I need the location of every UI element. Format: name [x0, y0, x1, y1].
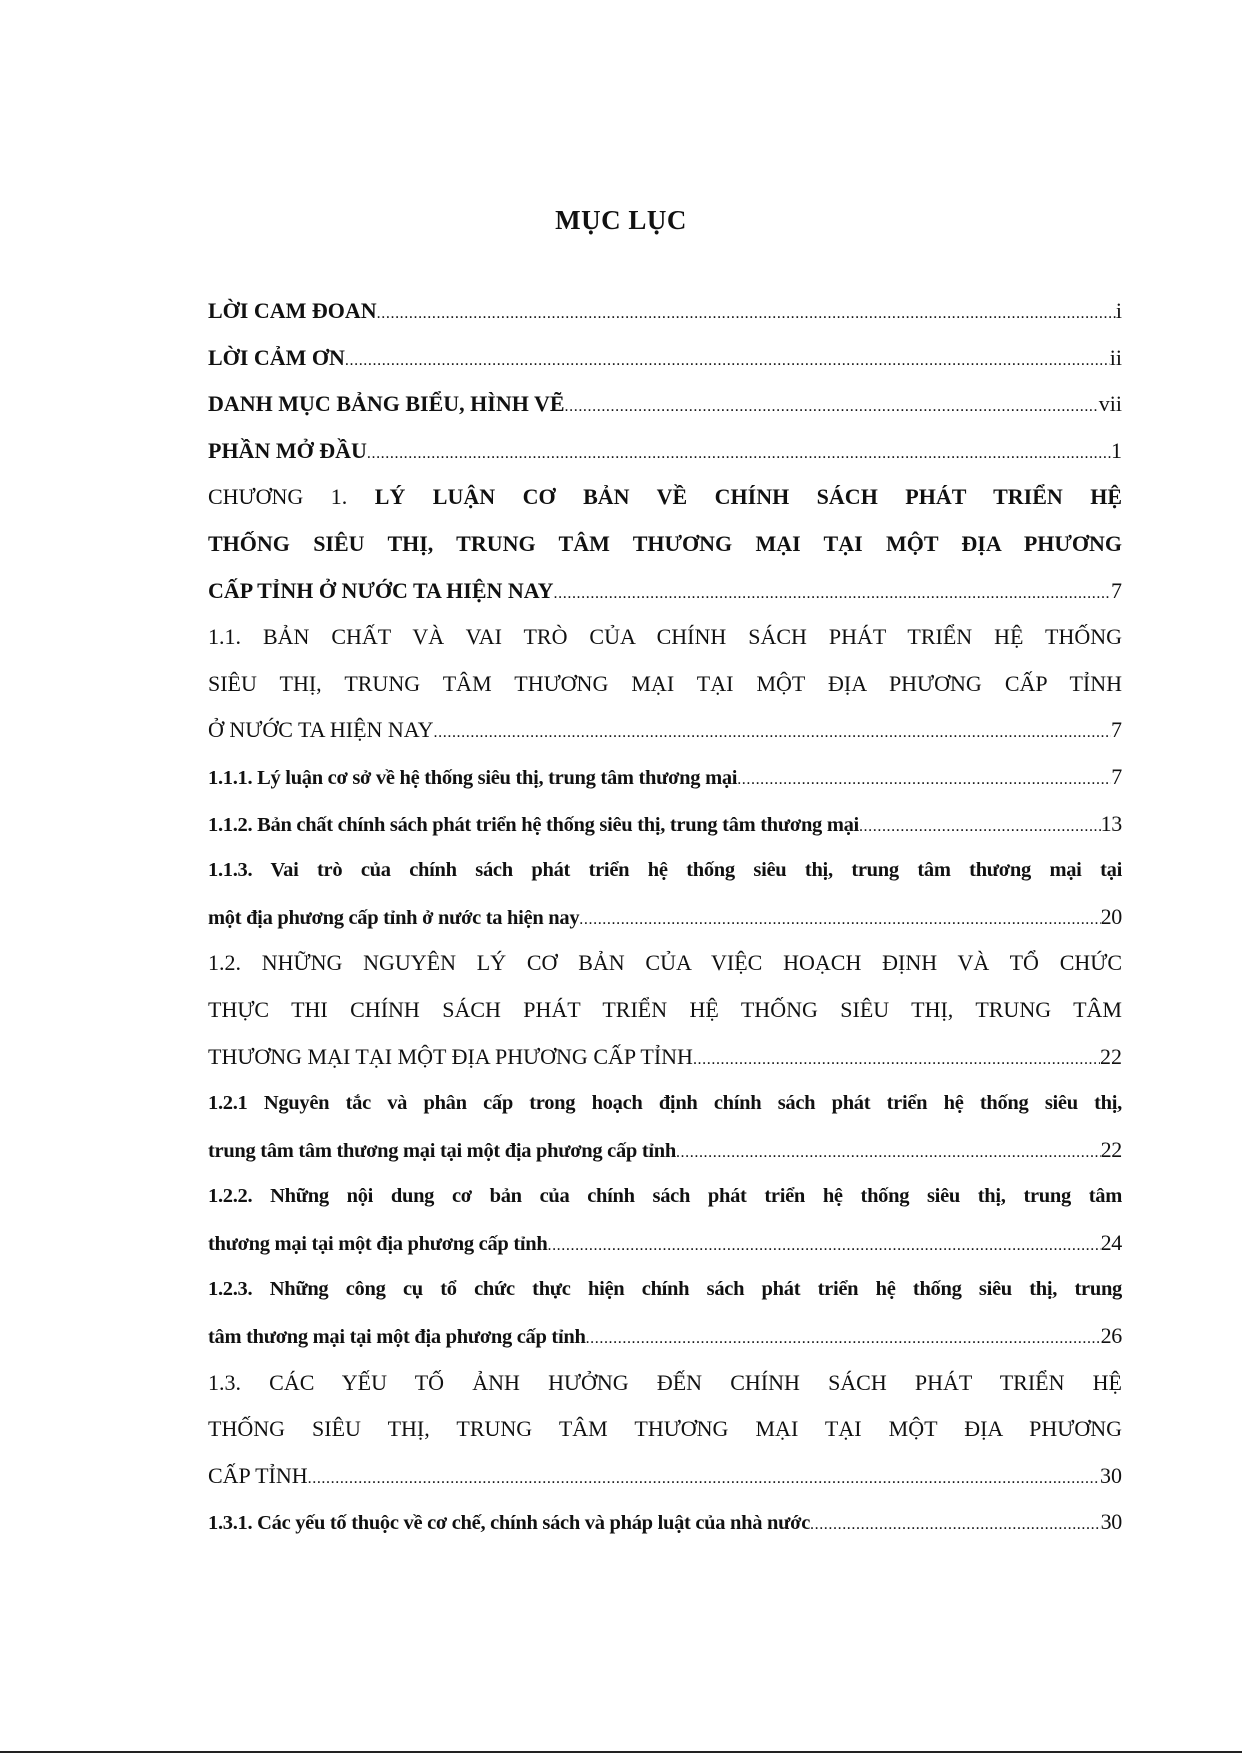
toc-entry[interactable] — [208, 1360, 1122, 1500]
toc-entry-line — [208, 1406, 1122, 1453]
toc-entry[interactable] — [208, 474, 1122, 614]
toc-entry-last-line — [208, 1313, 1122, 1360]
dot-leader — [859, 804, 1101, 851]
chapter-prefix: CHƯƠNG 1. — [208, 484, 348, 510]
page-number: 7 — [1111, 717, 1122, 743]
toc-entry[interactable] — [208, 801, 1122, 848]
page-number: 7 — [1111, 763, 1122, 789]
toc-entry-text: DANH MỤC BẢNG BIỂU, HÌNH VẼ — [208, 391, 565, 417]
toc-entry-line — [208, 847, 1122, 894]
toc-entry[interactable] — [208, 335, 1122, 382]
page-number: 1 — [1111, 437, 1122, 463]
dot-leader — [434, 710, 1111, 757]
toc-entry-text: LÝ LUẬN CƠ BẢN VỀ CHÍNH SÁCH PHÁT TRIỂN HỆ — [374, 484, 1123, 510]
toc-entry-last-line — [208, 1127, 1122, 1174]
toc-entry-last-line — [208, 568, 1122, 615]
dot-leader — [676, 1130, 1101, 1177]
dot-leader — [345, 338, 1110, 385]
toc-entry-line — [208, 987, 1122, 1034]
toc-entry-text: THỐNG SIÊU THỊ, TRUNG TÂM THƯƠNG MẠI TẠI MỘT ĐỊA PHƯƠNG — [208, 530, 1122, 556]
toc-title: MỤC LỤC — [555, 205, 687, 235]
toc-entry-last-line — [208, 754, 1122, 801]
page-number: 30 — [1100, 1509, 1122, 1535]
page-number: 22 — [1100, 1043, 1122, 1069]
toc-entry[interactable] — [208, 428, 1122, 475]
page-bottom-rule — [0, 1751, 1242, 1753]
dot-leader — [554, 571, 1111, 618]
toc-entry-text: CẤP TỈNH — [208, 1462, 308, 1488]
toc-entry[interactable] — [208, 1080, 1122, 1173]
toc-entry-line — [208, 614, 1122, 661]
toc-entry-line — [208, 940, 1122, 987]
toc-entry[interactable] — [208, 1173, 1122, 1266]
toc-entry-text: 1.2.1 Nguyên tắc và phân cấp trong hoạch định chính sách phát triển hệ thống siêu thị, — [208, 1092, 1122, 1115]
page-number: 20 — [1100, 903, 1122, 929]
toc-entry[interactable] — [208, 940, 1122, 1080]
page-number: i — [1115, 298, 1122, 323]
dot-leader — [367, 431, 1111, 478]
toc-entry-last-line — [208, 381, 1122, 428]
toc-entry-text: trung tâm tâm thương mại tại một địa phương cấp tỉnh — [208, 1139, 676, 1162]
dot-leader — [565, 384, 1099, 431]
dot-leader — [579, 897, 1100, 944]
dot-leader — [810, 1502, 1101, 1549]
toc-entry-line — [208, 1360, 1122, 1407]
toc-entry-last-line — [208, 1453, 1122, 1500]
toc-entry[interactable] — [208, 847, 1122, 940]
toc-entry[interactable] — [208, 1266, 1122, 1359]
page-number: 24 — [1100, 1229, 1122, 1255]
toc-entry-text: 1.1. BẢN CHẤT VÀ VAI TRÒ CỦA CHÍNH SÁCH PHÁT TRIỂN HỆ THỐNG — [208, 624, 1122, 650]
dot-leader — [693, 1037, 1100, 1084]
dot-leader — [308, 1456, 1100, 1503]
toc-entry-line — [208, 521, 1122, 568]
toc-entry-text: 1.2. NHỮNG NGUYÊN LÝ CƠ BẢN CỦA VIỆC HOẠCH ĐỊNH VÀ TỔ CHỨC — [208, 950, 1122, 976]
dot-leader — [377, 291, 1116, 338]
toc-entry-last-line — [208, 894, 1122, 941]
toc-entry-text: CẤP TỈNH Ở NƯỚC TA HIỆN NAY — [208, 577, 554, 603]
toc-entry[interactable] — [208, 1499, 1122, 1546]
toc-entry-text: SIÊU THỊ, TRUNG TÂM THƯƠNG MẠI TẠI MỘT ĐỊA PHƯƠNG CẤP TỈNH — [208, 670, 1122, 696]
toc-entry-text: 1.1.2. Bản chất chính sách phát triển hệ thống siêu thị, trung tâm thương mại — [208, 813, 859, 836]
toc-entry-last-line — [208, 1499, 1122, 1546]
toc-entry[interactable] — [208, 614, 1122, 754]
toc-entry-last-line — [208, 288, 1122, 335]
toc-entry-text: LỜI CẢM ƠN — [208, 344, 345, 370]
toc-entry-text: 1.2.2. Những nội dung cơ bản của chính sách phát triển hệ thống siêu thị, trung tâm — [208, 1185, 1122, 1208]
toc-entry[interactable] — [208, 288, 1122, 335]
toc-entry-text: một địa phương cấp tỉnh ở nước ta hiện nay — [208, 906, 580, 929]
toc-entry[interactable] — [208, 754, 1122, 801]
page-number: vii — [1098, 391, 1122, 417]
toc-entry-text: tâm thương mại tại một địa phương cấp tỉnh — [208, 1326, 586, 1349]
page-number: 26 — [1100, 1323, 1122, 1349]
toc-entry-text: THỰC THI CHÍNH SÁCH PHÁT TRIỂN HỆ THỐNG SIÊU THỊ, TRUNG TÂM — [208, 996, 1122, 1022]
toc-entry-text: LỜI CAM ĐOAN — [208, 298, 377, 323]
table-of-contents — [208, 288, 1122, 1546]
page-number: 22 — [1100, 1136, 1122, 1162]
toc-entry-last-line — [208, 801, 1122, 848]
page-number: ii — [1109, 344, 1122, 370]
page-number: 7 — [1111, 577, 1122, 603]
toc-entry-text: Ở NƯỚC TA HIỆN NAY — [208, 717, 434, 743]
toc-entry-text: 1.1.3. Vai trò của chính sách phát triển hệ thống siêu thị, trung tâm thương mại tại — [208, 859, 1122, 882]
toc-entry-text: PHẦN MỞ ĐẦU — [208, 437, 367, 463]
toc-entry-last-line — [208, 1034, 1122, 1081]
toc-entry-last-line — [208, 428, 1122, 475]
page-number: 30 — [1100, 1462, 1122, 1488]
dot-leader — [737, 757, 1111, 804]
toc-entry-last-line — [208, 1220, 1122, 1267]
toc-entry-text: THỐNG SIÊU THỊ, TRUNG TÂM THƯƠNG MẠI TẠI MỘT ĐỊA PHƯƠNG — [208, 1416, 1122, 1442]
toc-entry-last-line — [208, 707, 1122, 754]
dot-leader — [547, 1223, 1100, 1270]
toc-entry-last-line — [208, 335, 1122, 382]
toc-entry-text: THƯƠNG MẠI TẠI MỘT ĐỊA PHƯƠNG CẤP TỈNH — [208, 1043, 693, 1069]
page-number: 13 — [1100, 810, 1122, 836]
toc-entry-text: 1.3. CÁC YẾU TỐ ẢNH HƯỞNG ĐẾN CHÍNH SÁCH PHÁT TRIỂN HỆ — [208, 1369, 1122, 1395]
dot-leader — [586, 1316, 1101, 1363]
toc-entry-line — [208, 1080, 1122, 1127]
toc-entry-text: 1.1.1. Lý luận cơ sở về hệ thống siêu thị, trung tâm thương mại — [208, 766, 738, 789]
toc-entry-line — [208, 1266, 1122, 1313]
toc-entry-text: thương mại tại một địa phương cấp tỉnh — [208, 1232, 548, 1255]
toc-entry-line — [208, 661, 1122, 708]
toc-entry-text: 1.3.1. Các yếu tố thuộc về cơ chế, chính sách và pháp luật của nhà nước — [208, 1512, 810, 1535]
toc-entry-line — [208, 1173, 1122, 1220]
toc-entry-line — [208, 474, 1122, 521]
toc-entry[interactable] — [208, 381, 1122, 428]
toc-entry-text: 1.2.3. Những công cụ tổ chức thực hiện chính sách phát triển hệ thống siêu thị, trung — [208, 1278, 1122, 1301]
